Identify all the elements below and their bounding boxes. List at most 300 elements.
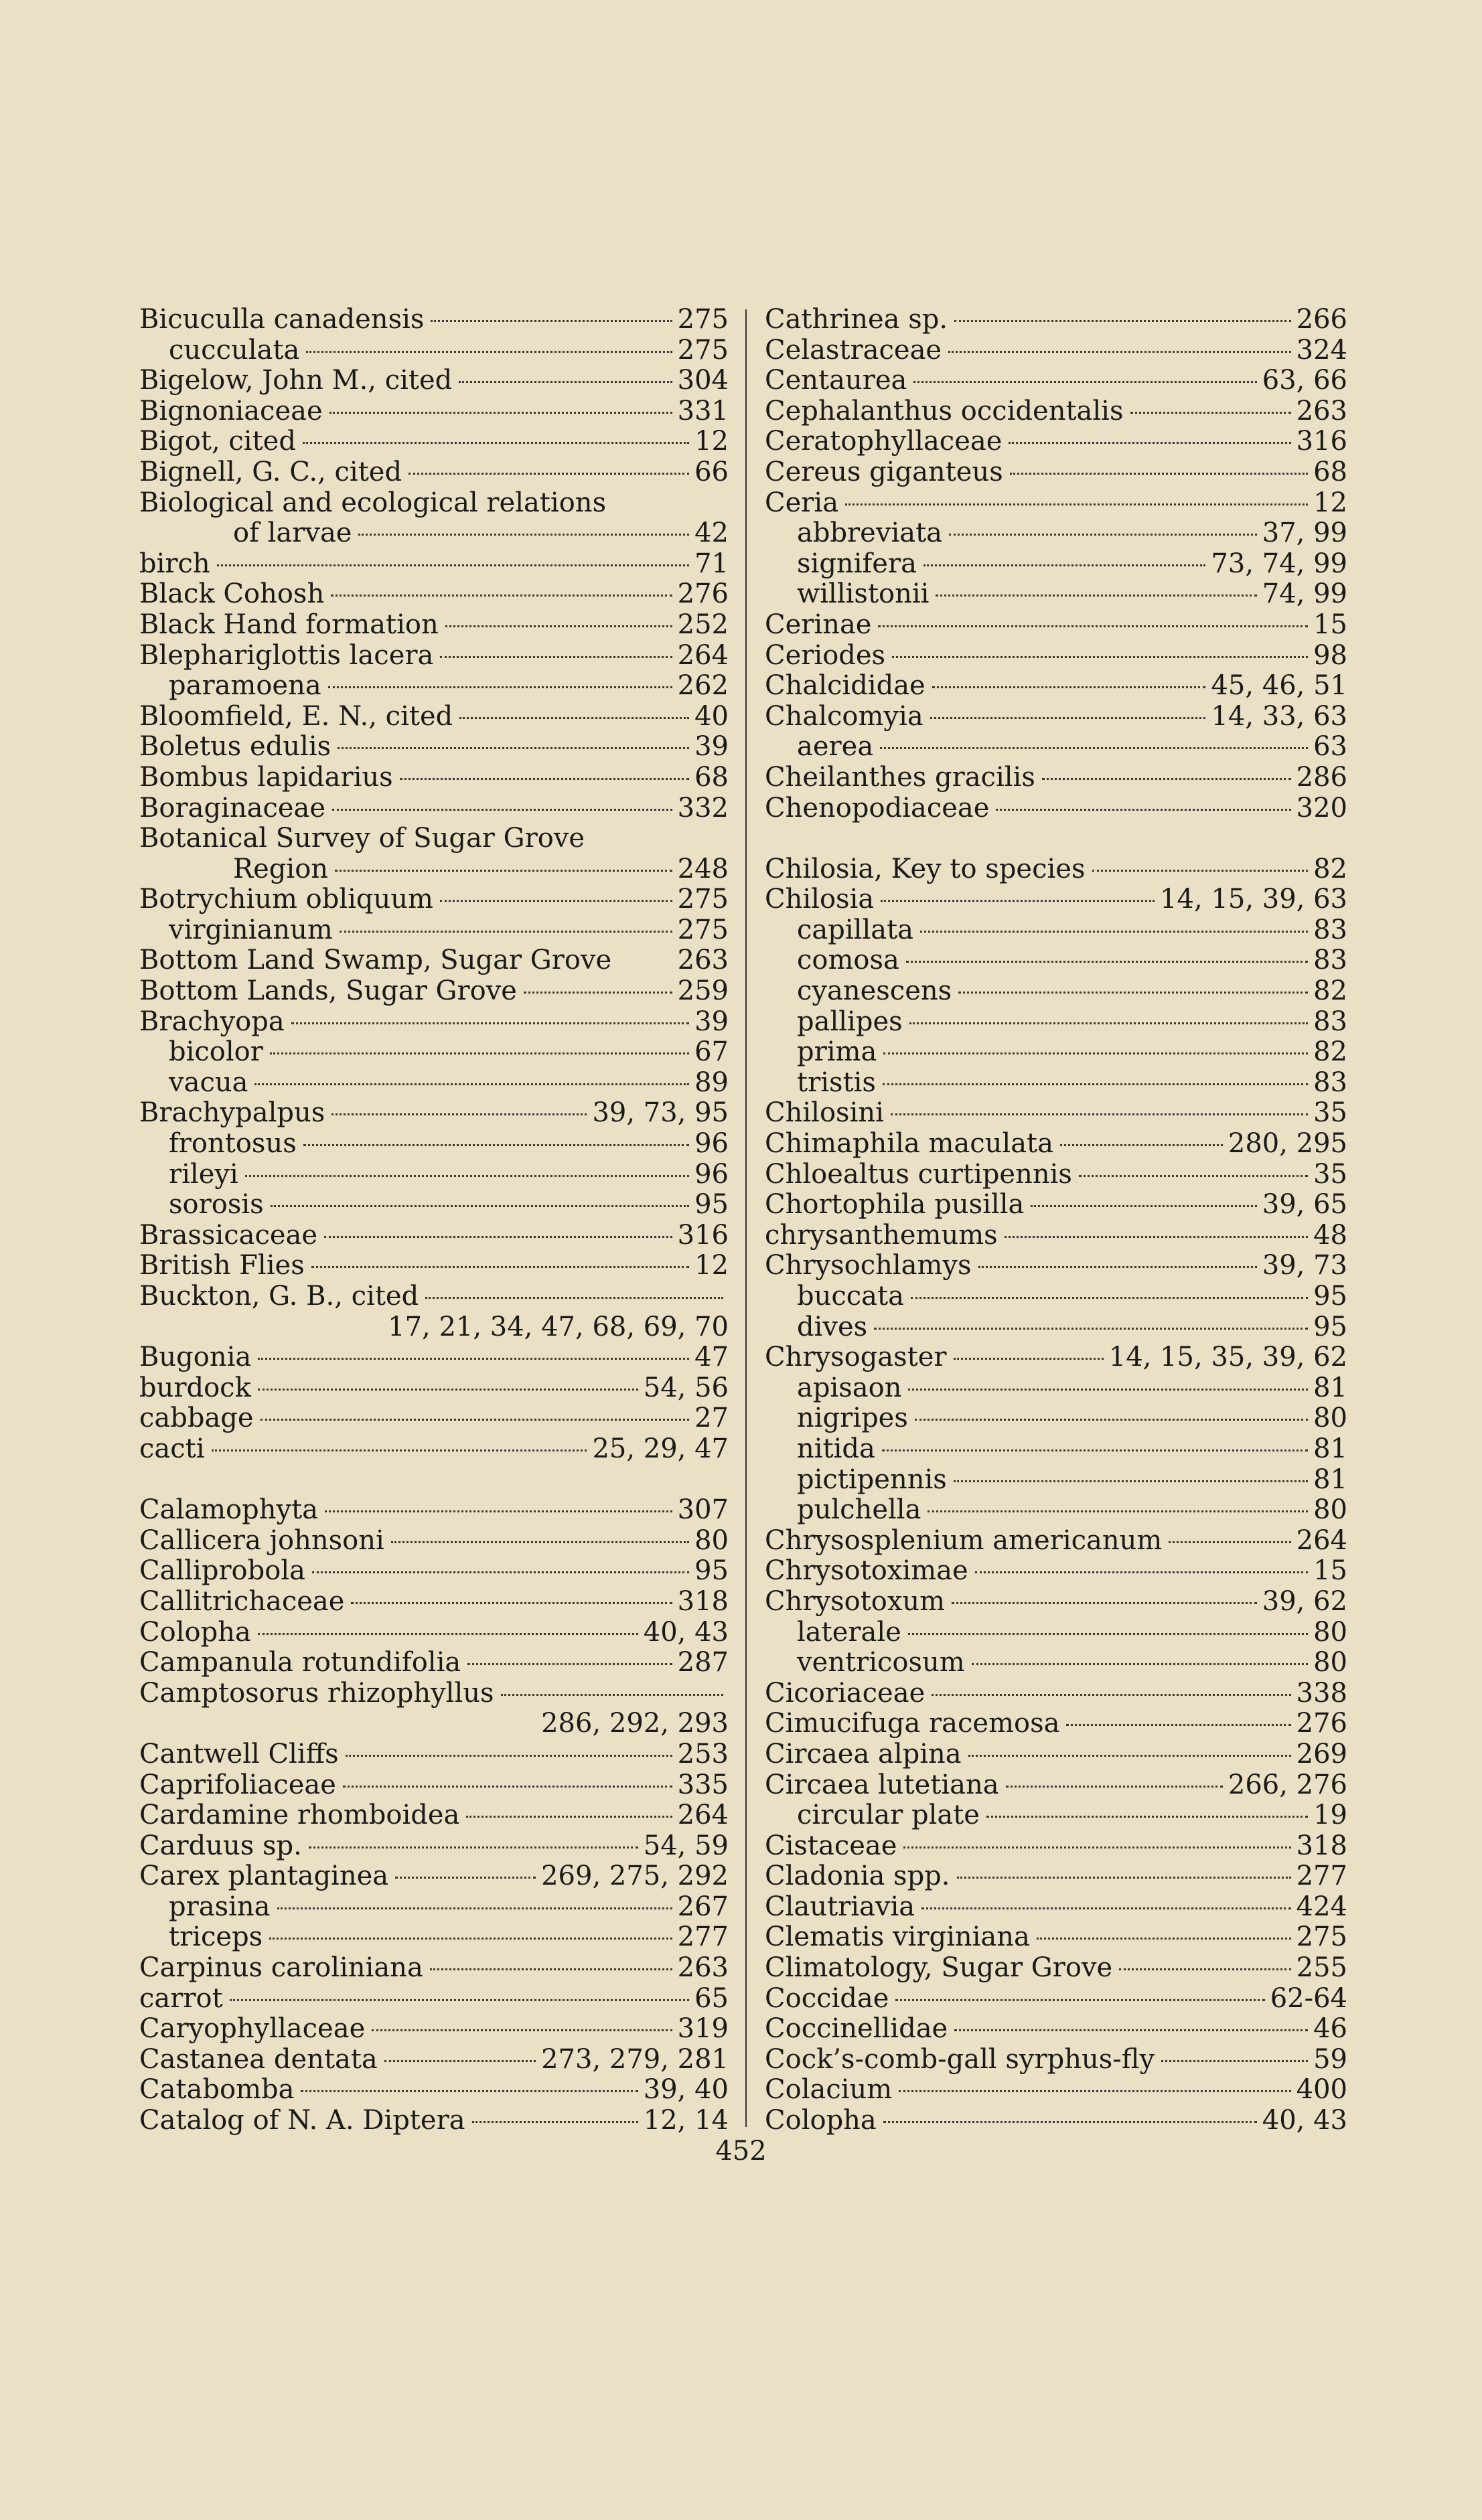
index-entry — [139, 1495, 729, 1526]
index-term: Cicoriaceae — [765, 1677, 925, 1709]
leader-dots — [230, 1999, 689, 2001]
index-term: Caryophyllaceae — [139, 2013, 366, 2045]
index-entry — [765, 793, 1347, 824]
index-term: Campanula rotundifolia — [139, 1647, 461, 1678]
index-entry — [765, 549, 1347, 580]
index-term: circular plate — [797, 1800, 980, 1831]
index-term: frontosus — [169, 1128, 297, 1160]
leader-dots — [335, 870, 672, 872]
page-reference: 96 — [694, 1128, 729, 1160]
leader-dots — [338, 747, 689, 749]
index-entry — [139, 1068, 729, 1099]
index-term: Castanea dentata — [139, 2043, 378, 2075]
page-reference: 66 — [694, 456, 729, 487]
leader-dots — [883, 1083, 1308, 1085]
leader-dots — [908, 1633, 1308, 1635]
index-entry — [139, 366, 729, 396]
index-term: Cephalanthus occidentalis — [765, 395, 1124, 426]
page-reference: 37, 99 — [1262, 518, 1347, 549]
index-term: vacua — [169, 1067, 248, 1098]
index-entry — [765, 1922, 1347, 1953]
page-reference: 68 — [1313, 456, 1347, 487]
leader-dots — [899, 2090, 1290, 2092]
index-entry — [139, 579, 729, 610]
index-term: Brachypalpus — [139, 1097, 325, 1129]
index-entry — [765, 579, 1347, 610]
page-reference: 267 — [677, 1891, 729, 1922]
index-entry — [139, 1007, 729, 1038]
index-term: Caprifoliaceae — [139, 1769, 336, 1800]
leader-dots — [324, 1236, 672, 1238]
page-reference: 54, 56 — [643, 1372, 729, 1403]
page-reference: 39, 73, 95 — [592, 1097, 729, 1129]
leader-dots — [291, 1022, 689, 1024]
leader-dots — [1006, 1786, 1223, 1788]
leader-dots — [932, 1694, 1290, 1696]
index-term: Chilosia, Key to species — [765, 853, 1086, 884]
leader-dots — [309, 1846, 638, 1848]
index-term: Celastraceae — [765, 334, 942, 366]
page-reference: 277 — [677, 1921, 729, 1953]
index-term: nigripes — [797, 1403, 908, 1434]
leader-dots — [1119, 1968, 1290, 1970]
leader-dots — [258, 1389, 638, 1391]
index-entry — [765, 1800, 1347, 1831]
leader-dots — [343, 1786, 672, 1788]
page-reference: 81 — [1313, 1372, 1347, 1403]
leader-dots — [883, 1052, 1308, 1054]
leader-dots — [958, 992, 1308, 994]
index-column-left — [139, 305, 729, 2136]
page-reference: 81 — [1313, 1464, 1347, 1495]
leader-dots — [880, 747, 1308, 749]
index-term: Bombus lapidarius — [139, 761, 393, 793]
index-term: Boraginaceae — [139, 792, 326, 823]
leader-dots — [845, 503, 1308, 505]
leader-dots — [921, 1907, 1291, 1909]
index-entry — [765, 2014, 1347, 2045]
index-entry — [765, 457, 1347, 488]
index-entry — [139, 305, 729, 335]
page-reference: 335 — [677, 1769, 729, 1800]
leader-dots — [351, 1602, 672, 1604]
index-entry — [139, 1831, 729, 1862]
index-entry — [139, 1342, 729, 1373]
leader-dots — [1060, 1144, 1223, 1146]
page-reference: 424 — [1296, 1891, 1347, 1922]
page-reference: 68 — [694, 761, 729, 793]
index-term: Chrysosplenium americanum — [765, 1524, 1163, 1556]
index-entry — [765, 976, 1347, 1007]
page-reference: 263 — [1296, 395, 1347, 426]
index-term: sorosis — [169, 1189, 264, 1220]
page-reference: 98 — [1313, 639, 1347, 671]
leader-dots — [301, 2090, 638, 2092]
index-term: Circaea alpina — [765, 1738, 962, 1769]
index-term: Ceratophyllaceae — [765, 426, 1003, 457]
leader-dots — [425, 1297, 723, 1299]
page-reference: 338 — [1296, 1677, 1347, 1709]
page-reference: 12 — [1313, 487, 1347, 518]
page-reference: 89 — [694, 1067, 729, 1098]
leader-dots — [409, 473, 689, 475]
leader-dots — [996, 809, 1290, 811]
index-entry — [139, 702, 729, 732]
page-reference: 269, 275, 292 — [541, 1861, 729, 1892]
page-reference: 42 — [694, 518, 729, 549]
index-term: Cock’s-comb-gall syrphus-fly — [765, 2043, 1155, 2075]
page-reference: 80 — [1313, 1403, 1347, 1434]
index-term: Centaurea — [765, 365, 907, 396]
page-reference: 276 — [677, 578, 729, 610]
index-term: Cheilanthes gracilis — [765, 761, 1035, 793]
index-entry — [139, 1160, 729, 1190]
index-term: Cereus giganteus — [765, 456, 1003, 487]
page-reference: 14, 33, 63 — [1211, 700, 1347, 732]
index-entry — [139, 1770, 729, 1801]
index-entry — [139, 732, 729, 763]
leader-dots — [978, 1266, 1257, 1268]
index-entry — [139, 1526, 729, 1557]
index-term: Black Hand formation — [139, 609, 439, 640]
index-term: tristis — [797, 1067, 876, 1098]
leader-dots — [391, 1541, 689, 1543]
page-reference: 269 — [1296, 1738, 1347, 1769]
index-term: ventricosum — [797, 1647, 965, 1678]
index-term: Camptosorus rhizophyllus — [139, 1677, 494, 1709]
index-term: Botrychium obliquum — [139, 884, 433, 915]
index-entry — [139, 2106, 729, 2136]
page-reference: 316 — [1296, 426, 1347, 457]
page-reference: 83 — [1313, 945, 1347, 976]
leader-dots — [1010, 473, 1308, 475]
page-reference: 47 — [694, 1342, 729, 1373]
index-entry — [765, 1434, 1347, 1465]
index-entry — [765, 1953, 1347, 1984]
page-reference: 253 — [677, 1738, 729, 1769]
index-term: Chrysochlamys — [765, 1250, 972, 1281]
leader-dots — [269, 1938, 672, 1940]
index-entry — [139, 518, 729, 549]
page-reference: 324 — [1296, 334, 1347, 366]
index-term: cabbage — [139, 1403, 254, 1434]
index-entry — [765, 1861, 1347, 1892]
index-entry — [765, 1068, 1347, 1099]
page-reference: 12 — [694, 426, 729, 457]
leader-dots — [882, 1449, 1308, 1451]
leader-dots — [466, 1816, 672, 1818]
index-term: Calliprobola — [139, 1555, 305, 1587]
index-entry — [765, 518, 1347, 549]
leader-dots — [878, 625, 1308, 627]
leader-dots — [954, 1480, 1308, 1482]
leader-dots — [303, 442, 689, 444]
index-entry — [765, 2045, 1347, 2075]
leader-dots — [331, 595, 672, 597]
index-term: laterale — [797, 1616, 901, 1648]
leader-dots — [332, 809, 672, 811]
index-entry — [139, 884, 729, 915]
leader-dots — [968, 1755, 1291, 1757]
page-reference: 332 — [677, 792, 729, 823]
page-reference: 39, 65 — [1262, 1189, 1347, 1220]
index-term: Callitrichaceae — [139, 1585, 345, 1617]
page-reference: 275 — [677, 884, 729, 915]
index-term: Boletus edulis — [139, 731, 331, 763]
index-entry — [139, 1556, 729, 1587]
index-term: Black Cohosh — [139, 578, 325, 610]
index-entry — [765, 366, 1347, 396]
index-entry — [765, 305, 1347, 335]
index-entry — [765, 1160, 1347, 1190]
page-reference: 264 — [677, 639, 729, 671]
leader-dots — [986, 1816, 1308, 1818]
page-reference: 320 — [1296, 792, 1347, 823]
index-term: Ceria — [765, 487, 839, 518]
index-entry — [765, 702, 1347, 732]
page-reference: 39 — [694, 1006, 729, 1037]
index-term: paramoena — [169, 670, 321, 702]
leader-dots — [909, 1022, 1308, 1024]
index-entry — [765, 1251, 1347, 1281]
index-entry — [765, 610, 1347, 641]
page-reference: 280, 295 — [1228, 1128, 1347, 1160]
leader-dots — [928, 1510, 1308, 1512]
page-reference: 286, 292, 293 — [541, 1708, 729, 1739]
index-term: virginianum — [169, 914, 333, 945]
leader-dots — [915, 1419, 1308, 1421]
page-reference: 263 — [677, 945, 729, 976]
index-term: Clautriavia — [765, 1891, 915, 1922]
page-reference: 59 — [1313, 2043, 1347, 2075]
leader-dots — [883, 2121, 1257, 2123]
index-entry — [765, 1618, 1347, 1648]
page-reference: 318 — [1296, 1830, 1347, 1861]
index-term: Bottom Land Swamp, Sugar Grove — [139, 945, 612, 976]
leader-dots — [923, 564, 1206, 566]
leader-dots — [254, 1083, 689, 1085]
index-term: Cardamine rhomboidea — [139, 1800, 460, 1831]
index-term: Bignoniaceae — [139, 395, 323, 426]
leader-dots — [1037, 1938, 1291, 1940]
page-reference: 73, 74, 99 — [1211, 548, 1347, 579]
leader-dots — [954, 1358, 1104, 1360]
index-entry — [139, 854, 729, 885]
page-reference: 266, 276 — [1228, 1769, 1347, 1800]
index-entry — [765, 1403, 1347, 1434]
page-reference: 65 — [694, 1982, 729, 2014]
leader-dots — [881, 900, 1155, 902]
index-entry — [139, 1984, 729, 2015]
index-term: Biological and ecological relations — [139, 487, 607, 518]
page-reference: 316 — [677, 1219, 729, 1251]
index-entry — [139, 1373, 729, 1404]
index-entry — [765, 671, 1347, 702]
index-term: Carduus sp. — [139, 1830, 302, 1861]
index-term: Blepharig​lottis lacera — [139, 639, 434, 671]
index-entry — [139, 1648, 729, 1678]
page-reference: 40, 43 — [643, 1616, 729, 1648]
index-entry — [765, 1892, 1347, 1923]
index-entry — [139, 1434, 729, 1465]
leader-dots — [340, 931, 672, 933]
page-reference: 54, 59 — [643, 1830, 729, 1861]
leader-dots — [258, 1358, 689, 1360]
page-reference: 318 — [677, 1585, 729, 1617]
page-reference: 255 — [1296, 1952, 1347, 1984]
index-entry — [139, 1251, 729, 1281]
index-entry — [765, 884, 1347, 915]
leader-dots — [261, 1419, 690, 1421]
leader-dots — [430, 1968, 672, 1970]
leader-dots — [270, 1052, 689, 1054]
leader-dots — [445, 625, 672, 627]
leader-dots — [524, 992, 672, 994]
page-reference: 67 — [694, 1036, 729, 1068]
index-term: signifera — [797, 548, 917, 579]
index-entry — [139, 1403, 729, 1434]
leader-dots — [501, 1694, 723, 1696]
page-reference: 14, 15, 35, 39, 62 — [1108, 1342, 1347, 1373]
page-reference: 63, 66 — [1262, 365, 1347, 396]
leader-dots — [1130, 412, 1291, 414]
page-reference: 276 — [1296, 1708, 1347, 1739]
leader-dots — [903, 1846, 1290, 1848]
index-term: apisaon — [797, 1372, 902, 1403]
index-term: Catabomba — [139, 2074, 295, 2106]
leader-dots — [1066, 1724, 1290, 1726]
index-entry — [139, 976, 729, 1007]
index-entry — [139, 1861, 729, 1892]
index-entry — [139, 2014, 729, 2045]
page-reference: 83 — [1313, 1006, 1347, 1037]
index-term: willistonii — [797, 578, 930, 610]
index-entry — [765, 396, 1347, 427]
leader-dots — [258, 1633, 638, 1635]
index-term: Bicuculla canadensis — [139, 304, 425, 335]
page-reference: 83 — [1313, 1067, 1347, 1098]
index-term: Chilosini — [765, 1097, 884, 1129]
leader-dots — [975, 1571, 1308, 1573]
page-reference: 95 — [1313, 1311, 1347, 1342]
page-reference: 45, 46, 51 — [1211, 670, 1347, 702]
page-reference: 80 — [1313, 1647, 1347, 1678]
leader-dots — [874, 1328, 1308, 1330]
index-term: Colopha — [139, 1616, 251, 1648]
index-entry — [765, 1678, 1347, 1709]
page-reference: 12, 14 — [643, 2105, 729, 2136]
index-entry — [139, 610, 729, 641]
leader-dots — [1005, 1236, 1308, 1238]
index-entry — [765, 1831, 1347, 1862]
index-entry — [139, 1312, 729, 1343]
index-term: Bloomfield, E. N., cited — [139, 700, 453, 732]
index-entry — [139, 1800, 729, 1831]
index-entry — [139, 945, 729, 976]
page-reference: 83 — [1313, 914, 1347, 945]
index-term: birch — [139, 548, 210, 579]
index-entry — [139, 1281, 729, 1312]
index-column-right — [765, 305, 1347, 2136]
leader-dots — [932, 686, 1206, 688]
page-reference: 63 — [1313, 731, 1347, 763]
index-entry — [765, 488, 1347, 519]
leader-dots — [472, 2121, 638, 2123]
leader-dots — [1161, 2060, 1308, 2062]
index-term: Calamophyta — [139, 1494, 318, 1526]
index-term: Cathrinea sp. — [765, 304, 948, 335]
page-reference: 277 — [1296, 1861, 1347, 1892]
leader-dots — [328, 686, 672, 688]
index-entry — [765, 426, 1347, 457]
leader-dots — [908, 1389, 1308, 1391]
page-reference: 14, 15, 39, 63 — [1160, 884, 1347, 915]
page-reference: 15 — [1313, 609, 1347, 640]
page-reference: 40, 43 — [1262, 2105, 1347, 2136]
leader-dots — [245, 1175, 689, 1177]
index-entry — [139, 335, 729, 366]
page-reference: 12 — [694, 1250, 729, 1281]
leader-dots — [952, 1602, 1257, 1604]
index-entry — [765, 1373, 1347, 1404]
index-term: Region — [233, 853, 329, 884]
leader-dots — [325, 1510, 672, 1512]
index-entry — [139, 1220, 729, 1251]
index-entry — [139, 1465, 729, 1496]
page-reference: 27 — [694, 1403, 729, 1434]
page-reference: 82 — [1313, 1036, 1347, 1068]
leader-dots — [372, 2029, 672, 2031]
index-term: Buckton, G. B., cited — [139, 1281, 419, 1312]
index-entry — [139, 1190, 729, 1220]
index-term: Coccinellidae — [765, 2013, 948, 2045]
index-term: rileyi — [169, 1158, 238, 1190]
page-reference: 307 — [677, 1494, 729, 1526]
leader-dots — [930, 717, 1206, 719]
leader-dots — [972, 1663, 1308, 1665]
index-entry — [765, 1526, 1347, 1557]
leader-dots — [358, 534, 689, 536]
index-entry — [765, 2075, 1347, 2106]
page-reference: 82 — [1313, 853, 1347, 884]
index-term: cucculata — [169, 334, 300, 366]
leader-dots — [891, 1113, 1308, 1115]
page-reference: 39, 40 — [643, 2074, 729, 2106]
index-term: Callicera johnsoni — [139, 1524, 384, 1556]
page-reference: 264 — [677, 1800, 729, 1831]
page-reference: 74, 99 — [1262, 578, 1347, 610]
index-term: cacti — [139, 1433, 205, 1464]
page-reference: 35 — [1313, 1097, 1347, 1129]
index-entry — [765, 335, 1347, 366]
page-reference: 287 — [677, 1647, 729, 1678]
index-term: Catalog of N. A. Diptera — [139, 2105, 465, 2136]
page-reference: 331 — [677, 395, 729, 426]
leader-dots — [906, 961, 1308, 963]
index-term: British Flies — [139, 1250, 305, 1281]
column-divider — [745, 309, 747, 2127]
index-entry — [765, 1495, 1347, 1526]
index-entry — [139, 915, 729, 946]
index-term: carrot — [139, 1982, 223, 2014]
leader-dots — [911, 1297, 1308, 1299]
page-reference: 304 — [677, 365, 729, 396]
page-reference: 81 — [1313, 1433, 1347, 1464]
index-term: Chrysotoximae — [765, 1555, 968, 1587]
index-term: nitida — [797, 1433, 875, 1464]
leader-dots — [459, 717, 689, 719]
index-entry — [765, 1098, 1347, 1129]
